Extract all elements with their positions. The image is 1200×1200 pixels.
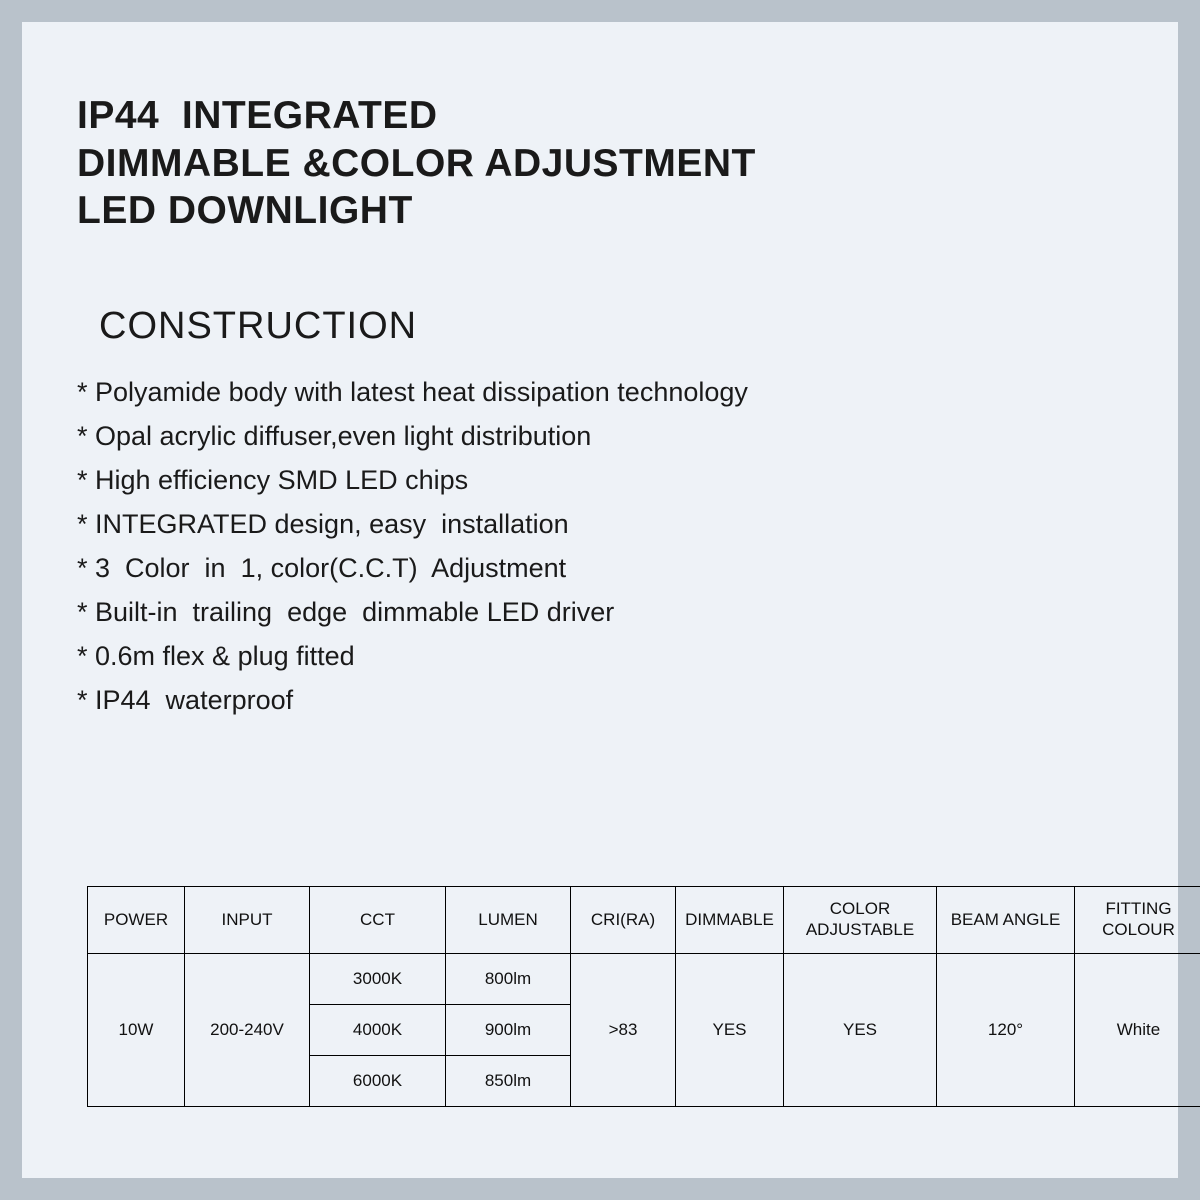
cell-cri: >83 [571, 954, 676, 1107]
list-item: * 3 Color in 1, color(C.C.T) Adjustment [77, 552, 567, 583]
cell-cct-3: 6000K [310, 1056, 446, 1107]
cell-input: 200-240V [185, 954, 310, 1107]
column-header-cct: CCT [310, 887, 446, 954]
construction-feature-list [77, 370, 1138, 722]
cell-power: 10W [88, 954, 185, 1107]
column-header-fitting-line2: COLOUR [1102, 920, 1175, 939]
column-header-fitting-line1: FITTING [1105, 899, 1172, 919]
list-item: * Polyamide body with latest heat dissipation technology [77, 376, 748, 407]
list-item: * 0.6m flex & plug fitted [77, 640, 355, 671]
cell-cct-2: 4000K [310, 1005, 446, 1056]
page-title-line-1: IP44 INTEGRATED [77, 94, 438, 137]
column-header-lumen: LUMEN [446, 887, 571, 954]
table-header-row [88, 887, 1200, 954]
product-spec-page [22, 22, 1178, 1178]
list-item: * High efficiency SMD LED chips [77, 464, 469, 495]
table-row [88, 954, 1200, 1005]
page-title [77, 92, 1138, 235]
column-header-color-adjustable [784, 887, 937, 954]
column-header-color-adjustable-line2: ADJUSTABLE [805, 920, 915, 939]
cell-dimmable: YES [676, 954, 784, 1107]
cell-lumen-3: 850lm [446, 1056, 571, 1107]
column-header-color-adjustable-line1: COLOR [829, 899, 891, 919]
list-item: * Opal acrylic diffuser,even light distribution [77, 420, 592, 451]
list-item: * Built-in trailing edge dimmable LED driver [77, 596, 615, 627]
page-title-line-3: LED DOWNLIGHT [77, 189, 413, 233]
cell-color-adjustable: YES [784, 954, 937, 1107]
list-item: * INTEGRATED design, easy installation [77, 508, 569, 539]
content-area [77, 92, 1138, 722]
column-header-input: INPUT [185, 887, 310, 954]
list-item: * IP44 waterproof [77, 684, 294, 715]
specification-table [87, 886, 1200, 1107]
page-title-line-2: DIMMABLE &COLOR ADJUSTMENT [77, 141, 756, 185]
column-header-beam-angle: BEAM ANGLE [937, 887, 1075, 954]
section-heading-construction: CONSTRUCTION [99, 304, 418, 347]
column-header-cri: CRI(RA) [571, 887, 676, 954]
column-header-power: POWER [88, 887, 185, 954]
column-header-dimmable: DIMMABLE [676, 887, 784, 954]
cell-lumen-2: 900lm [446, 1005, 571, 1056]
column-header-fitting-colour [1075, 887, 1200, 954]
specification-table-container [87, 886, 1175, 1107]
cell-beam-angle: 120° [937, 954, 1075, 1107]
cell-cct-1: 3000K [310, 954, 446, 1005]
cell-fitting-colour: White [1075, 954, 1200, 1107]
cell-lumen-1: 800lm [446, 954, 571, 1005]
